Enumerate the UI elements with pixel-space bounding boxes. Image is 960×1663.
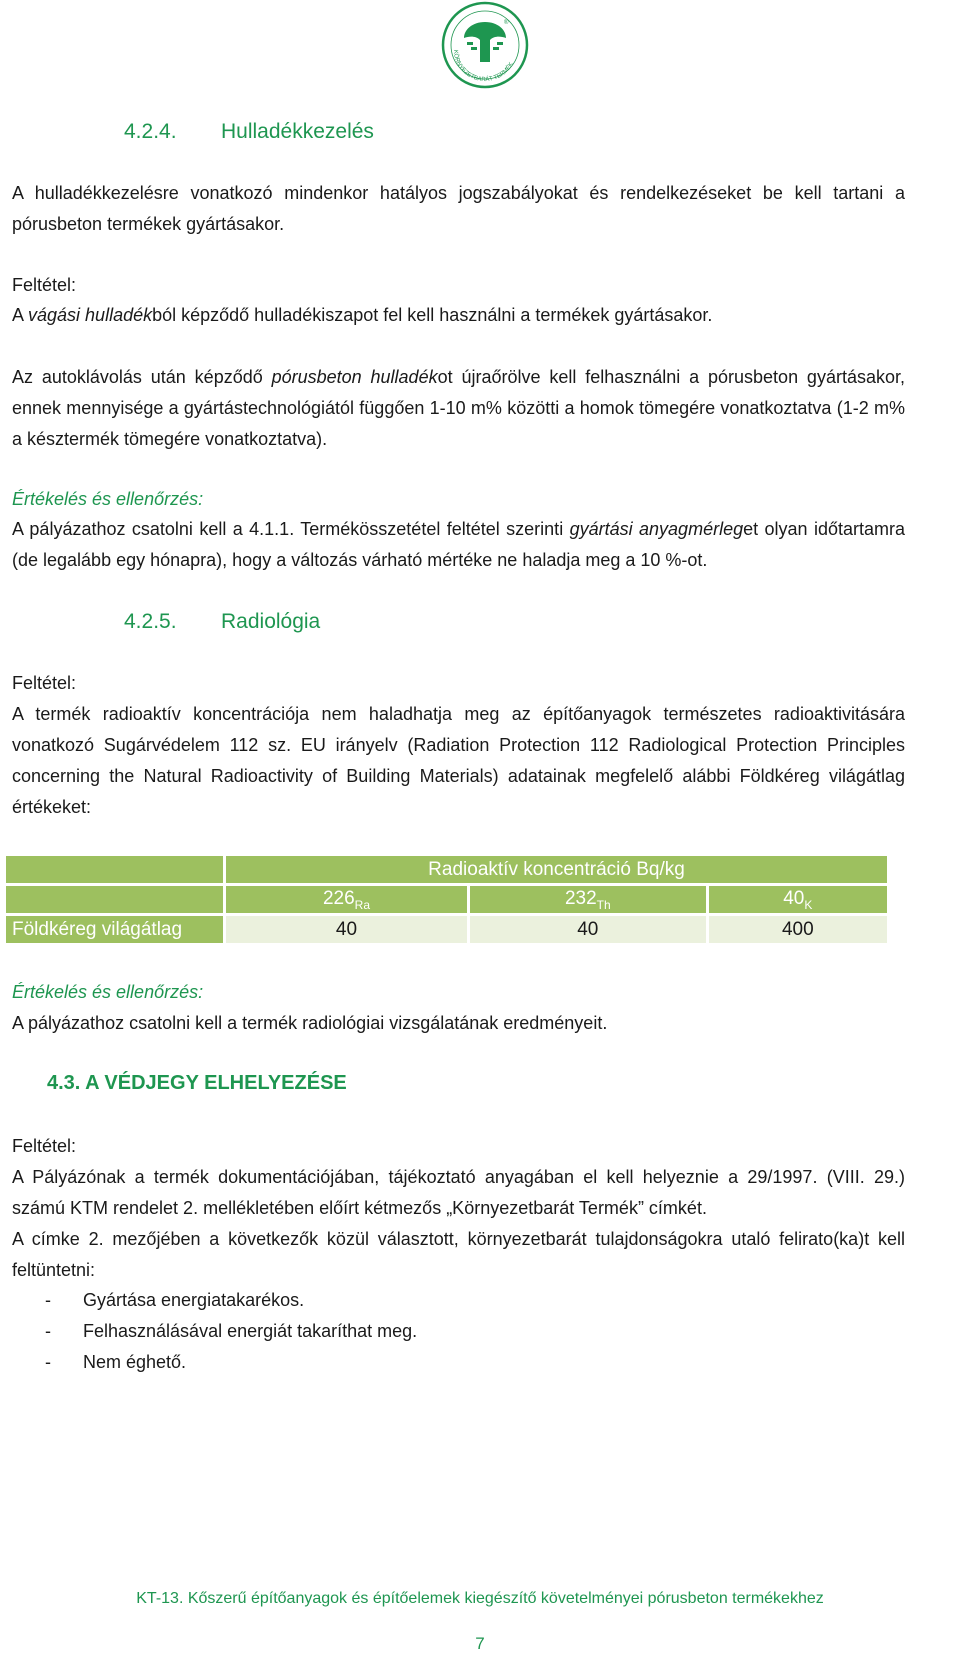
section-number-424: 4.2.4.	[124, 120, 177, 143]
registered-mark: ®	[504, 20, 509, 26]
value-k: 400	[709, 916, 887, 943]
environmental-label-logo	[440, 0, 530, 90]
value-ra: 40	[226, 916, 467, 943]
list-item: - Nem éghető.	[45, 1352, 187, 1372]
table-header: Radioaktív koncentráció Bq/kg	[226, 856, 887, 883]
isotope-ra: $226_{Ra}$	[226, 886, 467, 913]
radioactivity-table	[3, 853, 890, 946]
section-number-425: 4.2.5.	[124, 610, 177, 633]
condition-cutting-waste: A vágási hulladékból képződő hulladékiszapot fel kell használni a termékek gyártásakor.	[12, 305, 713, 325]
condition-label: Feltétel:	[12, 275, 77, 295]
page-number: 7	[475, 1634, 485, 1653]
table-blank-cell	[6, 886, 223, 913]
row-label: Földkéreg világátlag	[6, 916, 223, 943]
waste-rules-paragraph: A hulladékkezelésre vonatkozó mindenkor hatályos jogszabályokat és rendelkezéseket be kell tartani a pórusbeton termékek gyártásakor.	[12, 183, 905, 234]
isotope-th: $232_{Th}$	[470, 886, 706, 913]
section-title-43: 4.3. A VÉDJEGY ELHELYEZÉSE	[47, 1072, 347, 1094]
condition-label-425: Feltétel:	[12, 673, 77, 693]
value-th: 40	[470, 916, 706, 943]
evaluation-paragraph-425: A pályázathoz csatolni kell a termék radiológiai vizsgálatának eredményeit.	[12, 1013, 608, 1033]
table-row	[6, 856, 887, 883]
section-title-425: Radiológia	[221, 610, 321, 633]
radiology-paragraph: A termék radioaktív koncentrációja nem haladhatja meg az építőanyagok természetes radioaktivitására vonatkozó Sugárvédelem 112 sz. EU irányelv (Radiation Protection 112 Radiological Protection Principles concerning the Natural Radioactivity of Building Materials) adatainak megfelelő alábbi Földkéreg világátlag értékeket:	[12, 704, 905, 817]
section-title-424: Hulladékkezelés	[221, 120, 374, 143]
list-item: - Gyártása energiatakarékos.	[45, 1290, 305, 1310]
logo-text: KÖRNYEZETBARÁT TERMÉK	[451, 49, 515, 84]
table-row	[6, 916, 887, 943]
page-footer: KT-13. Kőszerű építőanyagok és építőelemek kiegészítő követelményei pórusbeton termékekhez	[136, 1590, 824, 1607]
table-blank-cell	[6, 856, 223, 883]
label-placement-paragraph: A Pályázónak a termék dokumentációjában, tájékoztató anyagában el kell helyeznie a 29/1997. (VIII. 29.) számú KTM rendelet 2. mellékletében előírt kétmezős „Környezetbarát Termék” címkét.	[12, 1167, 905, 1218]
evaluation-paragraph-424: A pályázathoz csatolni kell a 4.1.1. Termékösszetétel feltétel szerinti gyártási anyagmérleget olyan időtartamra (de legalább egy hónapra), hogy a változás várható mértéke ne haladja meg a 10 %-ot.	[12, 519, 905, 570]
list-item: - Felhasználásával energiát takaríthat meg.	[45, 1321, 418, 1341]
label-field-paragraph: A címke 2. mezőjében a következők közül választott, környezetbarát tulajdonságokra utaló felirato(ka)t kell feltüntetni:	[12, 1229, 905, 1280]
isotope-k: $40_K$	[709, 886, 887, 913]
condition-autoclave-waste: Az autoklávolás után képződő pórusbeton hulladékot újraőrölve kell felhasználni a pórusbeton gyártásakor, ennek mennyisége a gyártástechnológiától függően 1-10 m% közötti a homok tömegére vonatkoztatva (1-2 m% a késztermék tömegére vonatkoztatva).	[12, 367, 905, 449]
property-list	[45, 1285, 417, 1378]
condition-label-43: Feltétel:	[12, 1136, 77, 1156]
table-row	[6, 886, 887, 913]
evaluation-label: Értékelés és ellenőrzés:	[12, 489, 204, 509]
evaluation-label-425: Értékelés és ellenőrzés:	[12, 982, 204, 1002]
